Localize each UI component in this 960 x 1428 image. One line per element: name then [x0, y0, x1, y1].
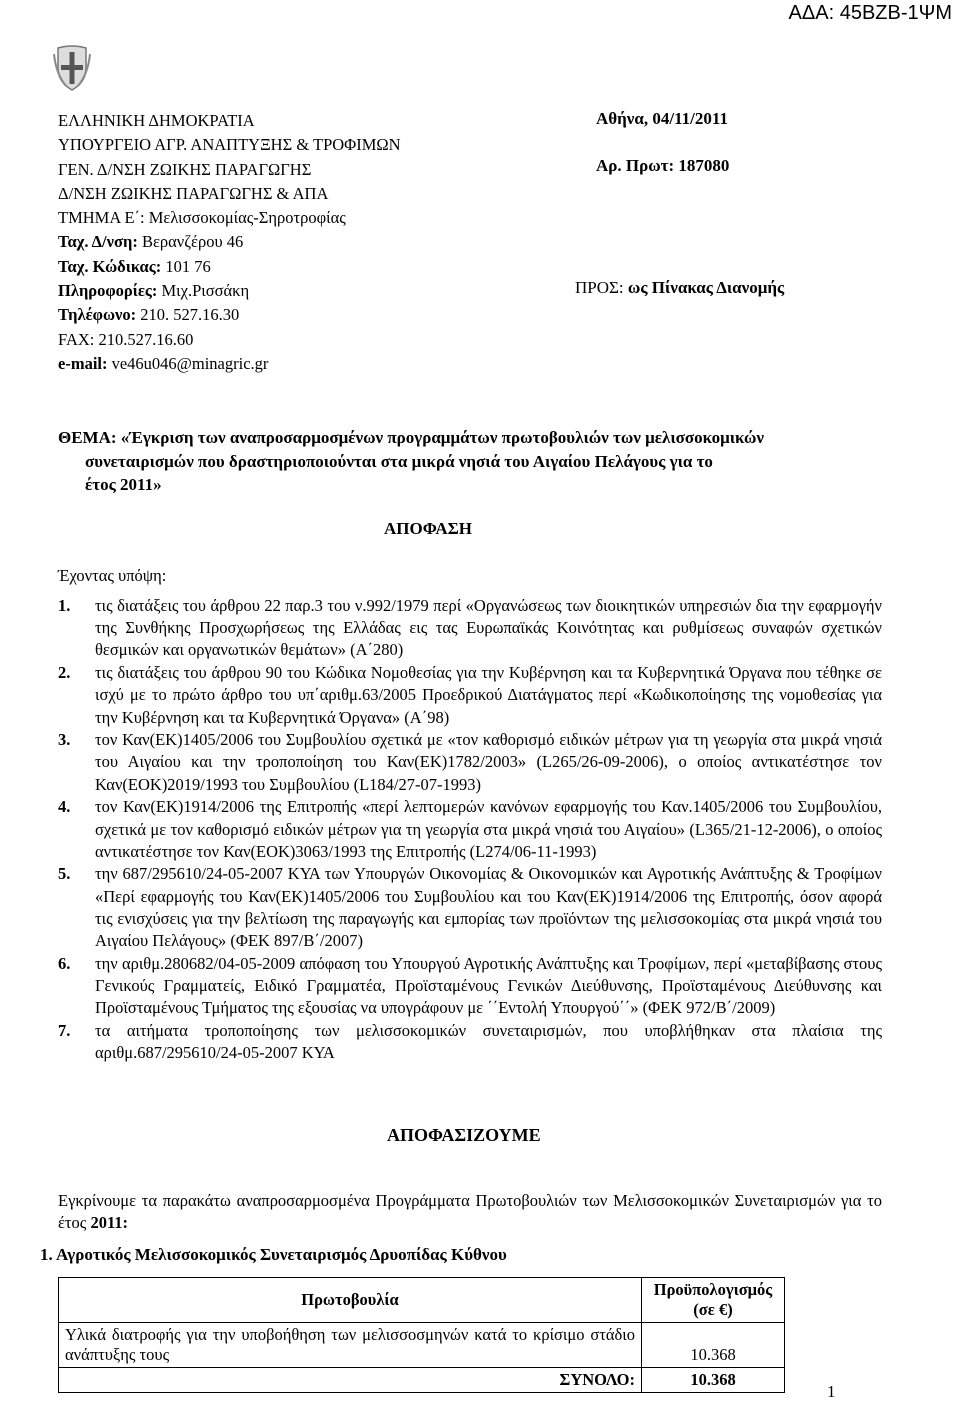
- subject: [58, 426, 858, 497]
- fax-line: FAX: 210.527.16.60: [58, 329, 194, 349]
- budget-cell: 10.368: [642, 1323, 785, 1368]
- header-line: Δ/ΝΣΗ ΖΩΙΚΗΣ ΠΑΡΑΓΩΓΗΣ & ΑΠΑ: [58, 183, 329, 203]
- list-item: 2. τις διατάξεις του άρθρου 90 του Κώδικα Νομοθεσίας για την Κυβέρνηση και τα Κυβερνητικά Όργανα που τέθηκε σε ισχύ με το πρώτο άρθρο του υπ΄αριθμ.63/2005 Προεδρικού Διατάγματος περί «Κωδικοποίησης της νομοθεσίας για την Κυβέρνηση και τα Κυβερνητικά Όργανα» (Α΄98): [58, 663, 882, 727]
- total-value: 10.368: [642, 1368, 785, 1393]
- list-item: 5. την 687/295610/24-05-2007 ΚΥΑ των Υπουργών Οικονομίας & Οικονομικών και Αγροτικής Ανάπτυξης & Τροφίμων «Περί εφαρμογής του Καν(ΕΚ)1405/2006 του Συμβουλίου και του Καν(ΕΚ)1914/2006 της Επιτροπής, όσον αφορά τις ενισχύσεις για την βελτίωση της παραγωγής και εμπορίας των προϊόντων της μελισσοκομίας στα μικρά νησιά του Αιγαίου Πελάγους» (ΦΕΚ 897/Β΄/2007): [58, 864, 882, 951]
- postcode-line: Ταχ. Κώδικας: 101 76: [58, 256, 211, 276]
- ada-code: ΑΔΑ: 45ΒΖΒ-1ΨΜ: [788, 2, 952, 24]
- initiative-cell: Υλικά διατροφής για την υποβοήθηση των μελισσοσμηνών κατά το κρίσιμο στάδιο ανάπτυξης τους: [59, 1323, 642, 1368]
- subject-line: συνεταιρισμών που δραστηριοποιούνται στα μικρά νησιά του Αιγαίου Πελάγους για το: [85, 451, 713, 471]
- document-date: Αθήνα, 04/11/2011: [596, 109, 728, 128]
- list-item: 6. την αριθμ.280682/04-05-2009 απόφαση του Υπουργού Αγροτικής Ανάπτυξης και Τροφίμων, περί «μεταβίβασης στους Γενικούς Γραμματείς, Ειδικό Γραμματέα, Προϊσταμένους Γενικών Διεύθυνσης, Προϊσταμένους Διεύθυνσης και Προϊσταμένους Τμήματος της εξουσίας να υπογράφουν με ΄΄Εντολή Υπουργού΄΄» (ΦΕΚ 972/Β΄/2009): [58, 953, 882, 1018]
- subject-line: ΘΕΜΑ: «Έγκριση των αναπροσαρμοσμένων προγραμμάτων πρωτοβουλιών των μελισσοκομικών: [58, 428, 764, 447]
- cooperative-heading: 1. Αγροτικός Μελισσοκομικός Συνεταιρισμός Δρυοπίδας Κύθνου: [40, 1245, 507, 1264]
- approval-paragraph: Εγκρίνουμε τα παρακάτω αναπροσαρμοσμένα Προγράμματα Πρωτοβουλιών των Μελισσοκομικών Συνεταιρισμών για το έτος 2011:: [58, 1191, 882, 1232]
- recipient: ΠΡΟΣ: ως Πίνακας Διανομής: [575, 278, 785, 297]
- legal-basis-list: [58, 595, 882, 1065]
- greek-emblem-icon: [52, 44, 92, 92]
- list-item: 7. τα αιτήματα τροποποίησης των μελισσοκομικών συνεταιρισμών, που υποβλήθηκαν στα πλαίσια της αριθμ.687/295610/24-05-2007 ΚΥΑ: [58, 1020, 882, 1063]
- column-header-initiative: Πρωτοβουλία: [59, 1278, 642, 1323]
- info-line: Πληροφορίες: Μιχ.Ρισσάκη: [58, 281, 250, 301]
- column-header-budget: Προϋπολογισμός (σε €): [642, 1278, 785, 1323]
- address-line: Ταχ. Δ/νση: Βερανζέρου 46: [58, 232, 244, 252]
- budget-table: [58, 1277, 785, 1393]
- table-header-row: [59, 1278, 785, 1323]
- total-label: ΣΥΝΟΛΟ:: [59, 1368, 642, 1393]
- header-line: ΓΕΝ. Δ/ΝΣΗ ΖΩΙΚΗΣ ΠΑΡΑΓΩΓΗΣ: [58, 159, 312, 179]
- decision-heading: ΑΠΟΦΑΣΗ: [384, 519, 472, 538]
- total-row: [59, 1368, 785, 1393]
- page-number: 1: [827, 1382, 836, 1401]
- header-line: ΕΛΛΗΝΙΚΗ ΔΗΜΟΚΡΑΤΙΑ: [58, 111, 255, 130]
- subject-line: έτος 2011»: [85, 475, 162, 494]
- list-item: 4. τον Καν(ΕΚ)1914/2006 της Επιτροπής «περί λεπτομερών κανόνων εφαρμογής του Καν.1405/2006 του Συμβουλίου, σχετικά με τον καθορισμό ειδικών μέτρων για τη γεωργία στα μικρά νησιά του Αιγαίου» (L365/21-12-2006), ο οποίος αντικατέστησε τον Καν(ΕΟΚ)3063/1993 της Επιτροπής (L274/06-11-1993): [58, 797, 882, 861]
- phone-line: Τηλέφωνο: 210. 527.16.30: [58, 305, 240, 325]
- header-line: ΤΜΗΜΑ Ε΄: Μελισσοκομίας-Σηροτροφίας: [58, 208, 346, 228]
- list-item: 1. τις διατάξεις του άρθρου 22 παρ.3 του ν.992/1979 περί «Οργανώσεως των διοικητικών υπηρεσιών δια την εφαρμογήν της Συνθήκης Προσχωρήσεως της Ελλάδας εις τας Ευρωπαϊκάς Κοινότητας και ρυθμίσεως συναφών σχετικών θεσμικών και οργανωτικών θεμάτων» (Α΄280): [58, 596, 882, 660]
- header-line: ΥΠΟΥΡΓΕΙΟ ΑΓΡ. ΑΝΑΠΤΥΞΗΣ & ΤΡΟΦΙΜΩΝ: [58, 135, 401, 155]
- sender-header: [58, 109, 401, 376]
- protocol-number: Αρ. Πρωτ: 187080: [596, 156, 730, 175]
- decide-heading: ΑΠΟΦΑΣΙΖΟΥΜΕ: [387, 1125, 541, 1145]
- considering-label: Έχοντας υπόψη:: [58, 566, 167, 585]
- email-line: e-mail: ve46u046@minagric.gr: [58, 353, 269, 373]
- table-row: [59, 1323, 785, 1368]
- list-item: 3. τον Καν(ΕΚ)1405/2006 του Συμβουλίου σχετικά με «τον καθορισμό ειδικών μέτρων για τη γεωργία στα μικρά νησιά του Αιγαίου και την τροποποίηση του Καν(ΕΚ)1782/2003» (L265/26-09-2006), ο οποίος αντικατέστησε τον Καν(ΕΟΚ)2019/1993 του Συμβουλίου (L184/27-07-1993): [58, 730, 882, 794]
